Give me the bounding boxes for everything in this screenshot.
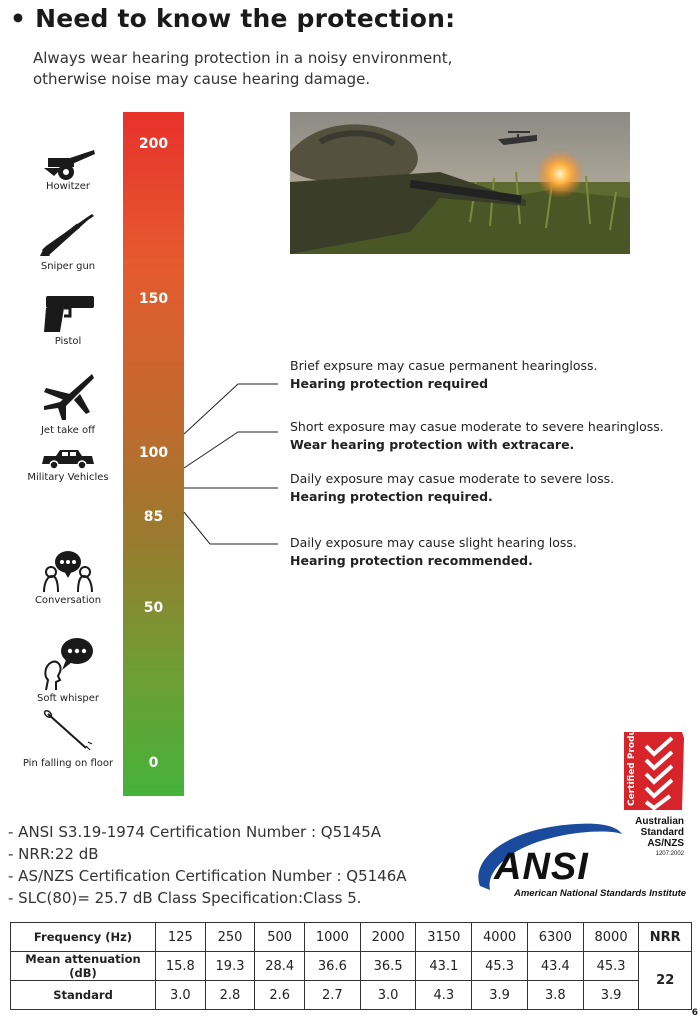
ansi-wordmark: ANSI [494, 846, 589, 888]
page-title: • Need to know the protection: [10, 4, 456, 33]
source-label-soft-whisper: Soft whisper [36, 693, 100, 704]
ansi-logo [466, 820, 690, 904]
freq-cell: 4000 [472, 923, 528, 952]
note-text: Daily exposure may cause slight hearing loss. [290, 535, 577, 550]
aus-line-1: Australian [635, 816, 684, 827]
table-row [11, 981, 692, 1010]
table-row [11, 952, 692, 981]
tick-100: 100 [138, 445, 169, 461]
freq-cell: 125 [156, 923, 206, 952]
note-bold: Hearing protection required [290, 376, 489, 391]
tick-85: 85 [143, 509, 164, 525]
soldier-photo [290, 112, 630, 254]
aus-line-4: 1207:2002 [655, 851, 684, 857]
note-daily-moderate [290, 470, 614, 506]
mean-cell: 36.6 [305, 952, 361, 981]
mean-cell: 15.8 [156, 952, 206, 981]
cert-nrr: - NRR:22 dB [8, 845, 99, 863]
intro-text [33, 48, 633, 90]
note-text: Short exposure may casue moderate to severe hearingloss. [290, 419, 664, 434]
std-label: Standard [11, 981, 156, 1010]
cert-ansi: - ANSI S3.19-1974 Certification Number : Q5145A [8, 823, 382, 841]
std-cell: 3.0 [156, 981, 206, 1010]
freq-cell: 250 [205, 923, 255, 952]
table-row [11, 923, 692, 952]
mean-cell: 19.3 [205, 952, 255, 981]
connector-lines [182, 380, 282, 550]
nrr-value: 22 [639, 952, 692, 1010]
source-label-howitzer: Howitzer [45, 181, 91, 192]
certified-product-mark [612, 730, 688, 812]
pistol-icon [40, 294, 96, 334]
tick-50: 50 [143, 600, 164, 616]
jet-icon [40, 372, 96, 422]
cert-asnzs: - AS/NZS Certification Certification Number : Q5146A [8, 867, 407, 885]
note-bold: Wear hearing protection with extracare. [290, 437, 575, 452]
mean-cell: 36.5 [360, 952, 416, 981]
tick-200: 200 [138, 136, 169, 152]
note-bold: Hearing protection recommended. [290, 553, 533, 568]
nrr-header: NRR [639, 923, 692, 952]
std-cell: 3.8 [527, 981, 583, 1010]
aus-line-3: AS/NZS [647, 838, 684, 849]
page-number: 6 [691, 1008, 698, 1018]
pin-icon [40, 708, 96, 752]
freq-cell: 2000 [360, 923, 416, 952]
note-text: Daily exposure may casue moderate to severe loss. [290, 471, 615, 486]
std-cell: 3.0 [360, 981, 416, 1010]
std-cell: 3.9 [583, 981, 639, 1010]
note-bold: Hearing protection required. [290, 489, 493, 504]
mean-cell: 45.3 [583, 952, 639, 981]
std-cell: 2.8 [205, 981, 255, 1010]
std-cell: 3.9 [472, 981, 528, 1010]
tick-0: 0 [148, 755, 159, 771]
military-vehicle-icon [40, 448, 96, 470]
header-label: Frequency (Hz) [11, 923, 156, 952]
freq-cell: 1000 [305, 923, 361, 952]
freq-cell: 8000 [583, 923, 639, 952]
whisper-icon [40, 636, 96, 692]
source-label-military-vehicles: Military Vehicles [27, 472, 109, 483]
conversation-icon [40, 548, 96, 594]
note-permanent-loss [290, 357, 598, 393]
sniper-gun-icon [40, 212, 96, 258]
svg-text:Certified Product: Certified Product [627, 730, 637, 806]
note-moderate-severe [290, 418, 664, 454]
std-cell: 2.7 [305, 981, 361, 1010]
cert-slc: - SLC(80)= 25.7 dB Class Specification:Class 5. [8, 889, 362, 907]
source-label-pin-falling: Pin falling on floor [22, 758, 114, 769]
intro-line-2: otherwise noise may cause hearing damage. [33, 70, 371, 88]
intro-line-1: Always wear hearing protection in a noisy environment, [33, 49, 453, 67]
source-label-jet: Jet take off [40, 425, 96, 436]
aus-line-2: Standard [640, 827, 684, 838]
source-label-conversation: Conversation [34, 595, 102, 606]
freq-cell: 6300 [527, 923, 583, 952]
mean-cell: 43.1 [416, 952, 472, 981]
note-text: Brief expsure may casue permanent hearingloss. [290, 358, 598, 373]
tick-150: 150 [138, 291, 169, 307]
freq-cell: 500 [255, 923, 305, 952]
std-cell: 4.3 [416, 981, 472, 1010]
attenuation-table [10, 922, 692, 1010]
freq-cell: 3150 [416, 923, 472, 952]
mean-cell: 45.3 [472, 952, 528, 981]
source-label-pistol: Pistol [54, 336, 82, 347]
std-cell: 2.6 [255, 981, 305, 1010]
mean-cell: 28.4 [255, 952, 305, 981]
mean-label: Mean attenuation (dB) [11, 952, 156, 981]
source-label-sniper-gun: Sniper gun [40, 261, 96, 272]
note-daily-slight [290, 534, 577, 570]
mean-cell: 43.4 [527, 952, 583, 981]
howitzer-icon [40, 146, 96, 182]
ansi-subtitle: American National Standards Institute [514, 888, 687, 899]
